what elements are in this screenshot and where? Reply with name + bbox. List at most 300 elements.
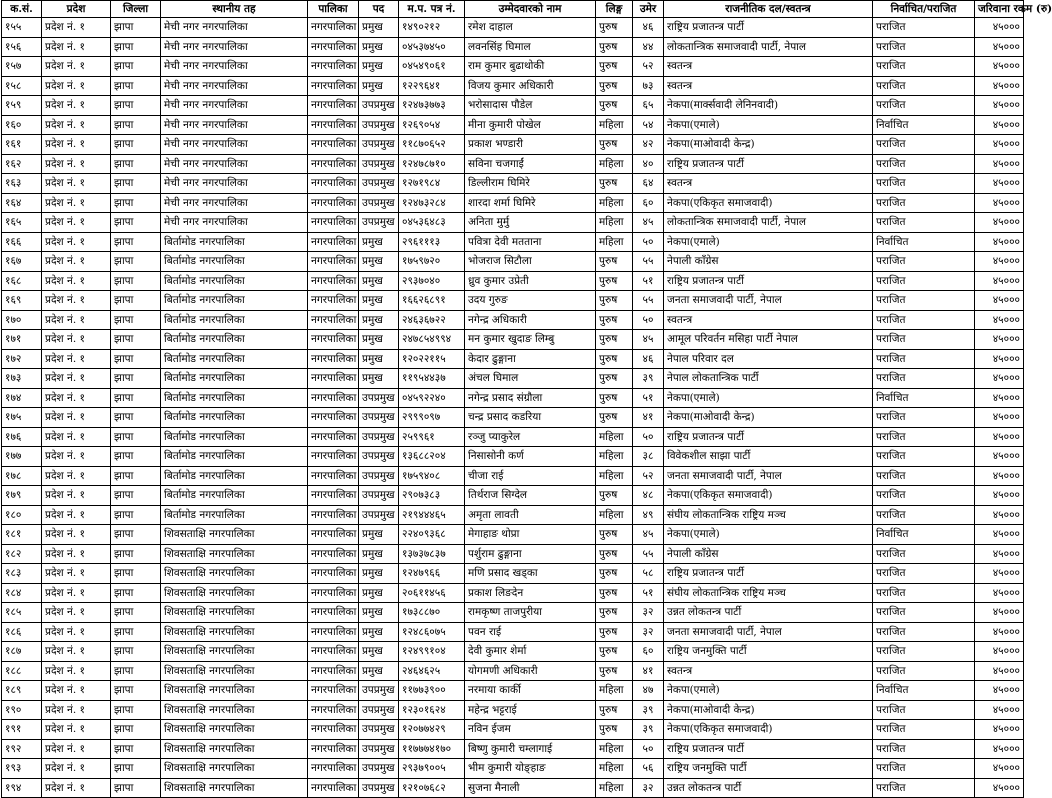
cell-province: प्रदेश नं. १	[42, 330, 111, 350]
header-serial-number: क.सं.	[2, 1, 42, 18]
cell-district: झापा	[111, 135, 161, 155]
cell-candidate-name: पर्शुराम ढुङ्गाना	[465, 544, 596, 564]
cell-local-level: बिर्तामोड नगरपालिका	[161, 486, 308, 506]
cell-gender: महिला	[596, 681, 633, 701]
cell-gender: महिला	[596, 505, 633, 525]
cell-local-level: शिवसताक्षि नगरपालिका	[161, 525, 308, 545]
cell-fine-amount: ४५०००	[975, 369, 1024, 389]
table-row	[2, 76, 1024, 96]
cell-palika-type: नगरपालिका	[308, 642, 359, 662]
cell-post: प्रमुख	[359, 18, 399, 38]
cell-palika-type: नगरपालिका	[308, 174, 359, 194]
cell-candidate-name: भीम कुमारी योङ्हाङ	[465, 759, 596, 779]
cell-voter-id: १२०२२११५	[399, 349, 465, 369]
cell-post: प्रमुख	[359, 525, 399, 545]
cell-voter-id: २९३७९००५	[399, 759, 465, 779]
cell-local-level: शिवसताक्षि नगरपालिका	[161, 583, 308, 603]
cell-gender: महिला	[596, 232, 633, 252]
cell-result: पराजित	[873, 291, 975, 311]
cell-age: ७३	[633, 76, 664, 96]
cell-political-party: नेकपा(एकिकृत समाजवादी)	[664, 193, 873, 213]
cell-serial-number: १७५	[2, 408, 42, 428]
cell-palika-type: नगरपालिका	[308, 564, 359, 584]
cell-palika-type: नगरपालिका	[308, 603, 359, 623]
cell-local-level: मेची नगर नगरपालिका	[161, 154, 308, 174]
cell-political-party: उन्नत लोकतन्त्र पार्टी	[664, 603, 873, 623]
cell-voter-id: १४९०२१२	[399, 18, 465, 38]
cell-local-level: मेची नगर नगरपालिका	[161, 115, 308, 135]
cell-result: पराजित	[873, 700, 975, 720]
cell-result: पराजित	[873, 408, 975, 428]
cell-political-party: जनता समाजवादी पार्टी, नेपाल	[664, 622, 873, 642]
cell-result: निर्वाचित	[873, 525, 975, 545]
cell-result: निर्वाचित	[873, 681, 975, 701]
cell-voter-id: १२३०१६२४	[399, 700, 465, 720]
cell-serial-number: १६२	[2, 154, 42, 174]
cell-local-level: बिर्तामोड नगरपालिका	[161, 252, 308, 272]
cell-local-level: शिवसताक्षि नगरपालिका	[161, 544, 308, 564]
cell-candidate-name: बिष्णु कुमारी चम्लागाई	[465, 739, 596, 759]
cell-province: प्रदेश नं. १	[42, 544, 111, 564]
cell-gender: पुरुष	[596, 369, 633, 389]
cell-voter-id: ०४५३७४५०	[399, 37, 465, 57]
cell-age: ५२	[633, 57, 664, 77]
cell-political-party: संघीय लोकतान्त्रिक राष्ट्रिय मञ्च	[664, 583, 873, 603]
cell-palika-type: नगरपालिका	[308, 76, 359, 96]
cell-province: प्रदेश नं. १	[42, 96, 111, 116]
cell-province: प्रदेश नं. १	[42, 447, 111, 467]
cell-serial-number: १६९	[2, 291, 42, 311]
header-district: जिल्ला	[111, 1, 161, 18]
cell-province: प्रदेश नं. १	[42, 213, 111, 233]
cell-serial-number: १६४	[2, 193, 42, 213]
cell-post: प्रमुख	[359, 252, 399, 272]
cell-district: झापा	[111, 661, 161, 681]
cell-result: पराजित	[873, 135, 975, 155]
cell-serial-number: १९२	[2, 739, 42, 759]
cell-candidate-name: नरमाया कार्की	[465, 681, 596, 701]
cell-political-party: उन्नत लोकतन्त्र पार्टी	[664, 778, 873, 798]
cell-local-level: बिर्तामोड नगरपालिका	[161, 388, 308, 408]
cell-palika-type: नगरपालिका	[308, 739, 359, 759]
cell-province: प्रदेश नं. १	[42, 232, 111, 252]
cell-age: ६४	[633, 174, 664, 194]
cell-serial-number: १६८	[2, 271, 42, 291]
cell-province: प्रदेश नं. १	[42, 681, 111, 701]
header-palika-type: पालिका	[308, 1, 359, 18]
cell-district: झापा	[111, 174, 161, 194]
cell-voter-id: १२४९९१०४	[399, 642, 465, 662]
cell-fine-amount: ४५०००	[975, 154, 1024, 174]
cell-candidate-name: लवनसिंह घिमाल	[465, 37, 596, 57]
cell-district: झापा	[111, 252, 161, 272]
cell-province: प्रदेश नं. १	[42, 700, 111, 720]
table-row	[2, 154, 1024, 174]
cell-post: उपप्रमुख	[359, 720, 399, 740]
cell-district: झापा	[111, 18, 161, 38]
cell-serial-number: १९०	[2, 700, 42, 720]
cell-post: प्रमुख	[359, 291, 399, 311]
cell-serial-number: १८९	[2, 681, 42, 701]
cell-province: प्रदेश नं. १	[42, 174, 111, 194]
cell-candidate-name: शारदा शर्मा घिमिरे	[465, 193, 596, 213]
cell-gender: पुरुष	[596, 96, 633, 116]
cell-age: ५०	[633, 427, 664, 447]
cell-serial-number: १८७	[2, 642, 42, 662]
cell-result: पराजित	[873, 37, 975, 57]
cell-result: पराजित	[873, 739, 975, 759]
cell-serial-number: १९४	[2, 778, 42, 798]
cell-serial-number: १८८	[2, 661, 42, 681]
cell-palika-type: नगरपालिका	[308, 466, 359, 486]
cell-voter-id: ११७७७४१७०	[399, 739, 465, 759]
cell-post: उपप्रमुख	[359, 505, 399, 525]
cell-province: प्रदेश नं. १	[42, 135, 111, 155]
cell-gender: महिला	[596, 778, 633, 798]
cell-gender: महिला	[596, 193, 633, 213]
cell-post: प्रमुख	[359, 369, 399, 389]
cell-serial-number: १६३	[2, 174, 42, 194]
cell-province: प्रदेश नं. १	[42, 720, 111, 740]
cell-serial-number: १७४	[2, 388, 42, 408]
cell-candidate-name: मणि प्रसाद खड्का	[465, 564, 596, 584]
cell-district: झापा	[111, 388, 161, 408]
cell-gender: पुरुष	[596, 57, 633, 77]
cell-result: निर्वाचित	[873, 232, 975, 252]
cell-local-level: मेची नगर नगरपालिका	[161, 174, 308, 194]
cell-province: प्रदेश नं. १	[42, 759, 111, 779]
header-voter-id: म.प. पत्र नं.	[399, 1, 465, 18]
cell-serial-number: १८३	[2, 564, 42, 584]
table-row	[2, 720, 1024, 740]
cell-palika-type: नगरपालिका	[308, 115, 359, 135]
cell-political-party: स्वतन्त्र	[664, 174, 873, 194]
cell-candidate-name: तिर्थराज सिग्देल	[465, 486, 596, 506]
cell-fine-amount: ४५०००	[975, 310, 1024, 330]
cell-result: पराजित	[873, 778, 975, 798]
cell-voter-id: १२४८६०७५	[399, 622, 465, 642]
cell-post: प्रमुख	[359, 622, 399, 642]
cell-candidate-name: देवी कुमार शेर्मा	[465, 642, 596, 662]
table-row	[2, 174, 1024, 194]
cell-fine-amount: ४५०००	[975, 661, 1024, 681]
cell-post: उपप्रमुख	[359, 486, 399, 506]
cell-post: उपप्रमुख	[359, 700, 399, 720]
cell-province: प्रदेश नं. १	[42, 310, 111, 330]
cell-serial-number: १८६	[2, 622, 42, 642]
cell-political-party: नेपाल परिवार दल	[664, 349, 873, 369]
cell-post: उपप्रमुख	[359, 466, 399, 486]
cell-voter-id: १३६८८२०४	[399, 447, 465, 467]
cell-candidate-name: प्रकाश भण्डारी	[465, 135, 596, 155]
cell-political-party: नेकपा(एकिकृत समाजवादी)	[664, 486, 873, 506]
cell-palika-type: नगरपालिका	[308, 271, 359, 291]
cell-district: झापा	[111, 37, 161, 57]
cell-post: प्रमुख	[359, 271, 399, 291]
cell-province: प्रदेश नं. १	[42, 193, 111, 213]
cell-serial-number: १८०	[2, 505, 42, 525]
cell-voter-id: २९९९०९७	[399, 408, 465, 428]
cell-local-level: शिवसताक्षि नगरपालिका	[161, 564, 308, 584]
table-row	[2, 642, 1024, 662]
cell-district: झापा	[111, 193, 161, 213]
cell-gender: पुरुष	[596, 174, 633, 194]
cell-age: ३२	[633, 778, 664, 798]
cell-gender: पुरुष	[596, 310, 633, 330]
cell-candidate-name: निसासोनी कर्ण	[465, 447, 596, 467]
cell-province: प्रदेश नं. १	[42, 466, 111, 486]
table-body	[2, 18, 1024, 798]
cell-result: पराजित	[873, 174, 975, 194]
cell-fine-amount: ४५०००	[975, 174, 1024, 194]
cell-age: ३९	[633, 369, 664, 389]
cell-palika-type: नगरपालिका	[308, 759, 359, 779]
header-candidate-name: उम्मेदवारको नाम	[465, 1, 596, 18]
cell-fine-amount: ४५०००	[975, 544, 1024, 564]
cell-result: पराजित	[873, 310, 975, 330]
cell-political-party: आमूल परिवर्तन मसिहा पार्टी नेपाल	[664, 330, 873, 350]
cell-gender: पुरुष	[596, 291, 633, 311]
cell-candidate-name: मेगाहाङ थोप्रा	[465, 525, 596, 545]
cell-voter-id: १७३८८७०	[399, 603, 465, 623]
cell-result: पराजित	[873, 466, 975, 486]
cell-province: प्रदेश नं. १	[42, 486, 111, 506]
cell-palika-type: नगरपालिका	[308, 135, 359, 155]
cell-fine-amount: ४५०००	[975, 388, 1024, 408]
cell-district: झापा	[111, 96, 161, 116]
cell-serial-number: १६१	[2, 135, 42, 155]
cell-fine-amount: ४५०००	[975, 76, 1024, 96]
cell-post: उपप्रमुख	[359, 778, 399, 798]
cell-post: उपप्रमुख	[359, 213, 399, 233]
cell-political-party: नेपाली काँग्रेस	[664, 252, 873, 272]
cell-district: झापा	[111, 720, 161, 740]
cell-gender: पुरुष	[596, 661, 633, 681]
cell-district: झापा	[111, 427, 161, 447]
cell-district: झापा	[111, 700, 161, 720]
cell-candidate-name: अनिता मुर्मु	[465, 213, 596, 233]
cell-serial-number: १८४	[2, 583, 42, 603]
table-row	[2, 388, 1024, 408]
cell-voter-id: १७५९४०८	[399, 466, 465, 486]
cell-palika-type: नगरपालिका	[308, 622, 359, 642]
cell-palika-type: नगरपालिका	[308, 700, 359, 720]
cell-gender: पुरुष	[596, 544, 633, 564]
cell-voter-id: १२२९६४१	[399, 76, 465, 96]
cell-fine-amount: ४५०००	[975, 739, 1024, 759]
cell-candidate-name: रञ्जु प्याकुरेल	[465, 427, 596, 447]
cell-district: झापा	[111, 213, 161, 233]
header-local-level: स्थानीय तह	[161, 1, 308, 18]
cell-fine-amount: ४५०००	[975, 505, 1024, 525]
cell-age: ६०	[633, 642, 664, 662]
cell-local-level: मेची नगर नगरपालिका	[161, 193, 308, 213]
cell-serial-number: १८२	[2, 544, 42, 564]
cell-gender: पुरुष	[596, 252, 633, 272]
table-row	[2, 544, 1024, 564]
cell-voter-id: २२४०९३६८	[399, 525, 465, 545]
cell-province: प्रदेश नं. १	[42, 291, 111, 311]
cell-local-level: मेची नगर नगरपालिका	[161, 96, 308, 116]
cell-fine-amount: ४५०००	[975, 622, 1024, 642]
cell-post: उपप्रमुख	[359, 135, 399, 155]
cell-local-level: शिवसताक्षि नगरपालिका	[161, 759, 308, 779]
cell-gender: पुरुष	[596, 408, 633, 428]
header-fine-amount: जरिवाना रकम (रु)	[975, 1, 1024, 18]
cell-palika-type: नगरपालिका	[308, 681, 359, 701]
table-row	[2, 505, 1024, 525]
cell-fine-amount: ४५०००	[975, 603, 1024, 623]
cell-age: ५१	[633, 271, 664, 291]
cell-gender: पुरुष	[596, 349, 633, 369]
cell-age: ४६	[633, 349, 664, 369]
cell-age: ५८	[633, 564, 664, 584]
cell-district: झापा	[111, 76, 161, 96]
cell-voter-id: १७५९७२०	[399, 252, 465, 272]
cell-candidate-name: नविन ईजम	[465, 720, 596, 740]
cell-age: ५५	[633, 291, 664, 311]
cell-gender: पुरुष	[596, 486, 633, 506]
cell-province: प्रदेश नं. १	[42, 739, 111, 759]
cell-palika-type: नगरपालिका	[308, 330, 359, 350]
cell-province: प्रदेश नं. १	[42, 154, 111, 174]
cell-fine-amount: ४५०००	[975, 583, 1024, 603]
cell-fine-amount: ४५०००	[975, 525, 1024, 545]
cell-age: ५२	[633, 466, 664, 486]
cell-district: झापा	[111, 154, 161, 174]
cell-gender: महिला	[596, 447, 633, 467]
cell-age: ४६	[633, 18, 664, 38]
cell-post: उपप्रमुख	[359, 388, 399, 408]
cell-fine-amount: ४५०००	[975, 330, 1024, 350]
cell-palika-type: नगरपालिका	[308, 525, 359, 545]
table-row	[2, 252, 1024, 272]
cell-candidate-name: पवित्रा देवी मतताना	[465, 232, 596, 252]
cell-age: ४९	[633, 505, 664, 525]
cell-candidate-name: चीजा राई	[465, 466, 596, 486]
cell-serial-number: १७३	[2, 369, 42, 389]
cell-voter-id: १२०७७४२९	[399, 720, 465, 740]
cell-voter-id: १२६९०५४	[399, 115, 465, 135]
cell-age: ५५	[633, 544, 664, 564]
cell-district: झापा	[111, 447, 161, 467]
header-political-party: राजनीतिक दल/स्वतन्त्र	[664, 1, 873, 18]
cell-voter-id: २९६१११३	[399, 232, 465, 252]
cell-palika-type: नगरपालिका	[308, 37, 359, 57]
header-age: उमेर	[633, 1, 664, 18]
cell-palika-type: नगरपालिका	[308, 252, 359, 272]
cell-political-party: नेकपा(माओवादी केन्द्र)	[664, 408, 873, 428]
cell-district: झापा	[111, 622, 161, 642]
table-row	[2, 369, 1024, 389]
cell-result: पराजित	[873, 622, 975, 642]
cell-political-party: राष्ट्रिय प्रजातन्त्र पार्टी	[664, 739, 873, 759]
cell-local-level: मेची नगर नगरपालिका	[161, 57, 308, 77]
cell-voter-id: २४६३६७२२	[399, 310, 465, 330]
cell-result: पराजित	[873, 330, 975, 350]
table-row	[2, 135, 1024, 155]
table-row	[2, 759, 1024, 779]
cell-local-level: मेची नगर नगरपालिका	[161, 135, 308, 155]
cell-candidate-name: सविना चजगाईं	[465, 154, 596, 174]
cell-fine-amount: ४५०००	[975, 291, 1024, 311]
cell-candidate-name: ध्रुव कुमार उप्रेती	[465, 271, 596, 291]
cell-political-party: नेपाल लोकतान्त्रिक पार्टी	[664, 369, 873, 389]
table-row	[2, 37, 1024, 57]
cell-province: प्रदेश नं. १	[42, 661, 111, 681]
cell-palika-type: नगरपालिका	[308, 154, 359, 174]
cell-local-level: शिवसताक्षि नगरपालिका	[161, 681, 308, 701]
cell-political-party: राष्ट्रिय प्रजातन्त्र पार्टी	[664, 427, 873, 447]
cell-result: पराजित	[873, 271, 975, 291]
cell-serial-number: १६५	[2, 213, 42, 233]
cell-district: झापा	[111, 505, 161, 525]
cell-age: ६०	[633, 193, 664, 213]
cell-fine-amount: ४५०००	[975, 427, 1024, 447]
cell-serial-number: १५८	[2, 76, 42, 96]
cell-local-level: शिवसताक्षि नगरपालिका	[161, 778, 308, 798]
cell-candidate-name: नगेन्द्र प्रसाद संग्रौला	[465, 388, 596, 408]
cell-result: पराजित	[873, 661, 975, 681]
cell-post: प्रमुख	[359, 564, 399, 584]
cell-voter-id: २४६४६२५	[399, 661, 465, 681]
cell-post: प्रमुख	[359, 544, 399, 564]
cell-district: झापा	[111, 349, 161, 369]
cell-province: प्रदेश नं. १	[42, 388, 111, 408]
cell-political-party: नेकपा(मार्क्सवादी लेनिनवादी)	[664, 96, 873, 116]
cell-serial-number: १७२	[2, 349, 42, 369]
cell-province: प्रदेश नं. १	[42, 349, 111, 369]
cell-age: ४५	[633, 213, 664, 233]
cell-voter-id: २५९९६१	[399, 427, 465, 447]
cell-gender: पुरुष	[596, 564, 633, 584]
cell-result: पराजित	[873, 642, 975, 662]
cell-province: प्रदेश नं. १	[42, 622, 111, 642]
table-row	[2, 778, 1024, 798]
cell-candidate-name: राम कुमार बुढाथोकी	[465, 57, 596, 77]
cell-palika-type: नगरपालिका	[308, 583, 359, 603]
cell-palika-type: नगरपालिका	[308, 369, 359, 389]
cell-district: झापा	[111, 603, 161, 623]
cell-local-level: शिवसताक्षि नगरपालिका	[161, 700, 308, 720]
table-row	[2, 115, 1024, 135]
table-row	[2, 486, 1024, 506]
cell-gender: महिला	[596, 154, 633, 174]
cell-fine-amount: ४५०००	[975, 37, 1024, 57]
header-gender: लिङ्ग	[596, 1, 633, 18]
cell-district: झापा	[111, 408, 161, 428]
cell-post: उपप्रमुख	[359, 681, 399, 701]
table-row	[2, 466, 1024, 486]
cell-local-level: बिर्तामोड नगरपालिका	[161, 291, 308, 311]
cell-post: प्रमुख	[359, 330, 399, 350]
cell-district: झापा	[111, 564, 161, 584]
cell-gender: महिला	[596, 115, 633, 135]
cell-palika-type: नगरपालिका	[308, 427, 359, 447]
cell-fine-amount: ४५०००	[975, 193, 1024, 213]
table-row	[2, 330, 1024, 350]
cell-palika-type: नगरपालिका	[308, 388, 359, 408]
cell-district: झापा	[111, 57, 161, 77]
cell-district: झापा	[111, 330, 161, 350]
cell-palika-type: नगरपालिका	[308, 505, 359, 525]
cell-result: पराजित	[873, 583, 975, 603]
cell-candidate-name: अंचल घिमाल	[465, 369, 596, 389]
cell-fine-amount: ४५०००	[975, 232, 1024, 252]
candidates-table	[1, 0, 1052, 798]
cell-local-level: मेची नगर नगरपालिका	[161, 37, 308, 57]
cell-fine-amount: ४५०००	[975, 349, 1024, 369]
